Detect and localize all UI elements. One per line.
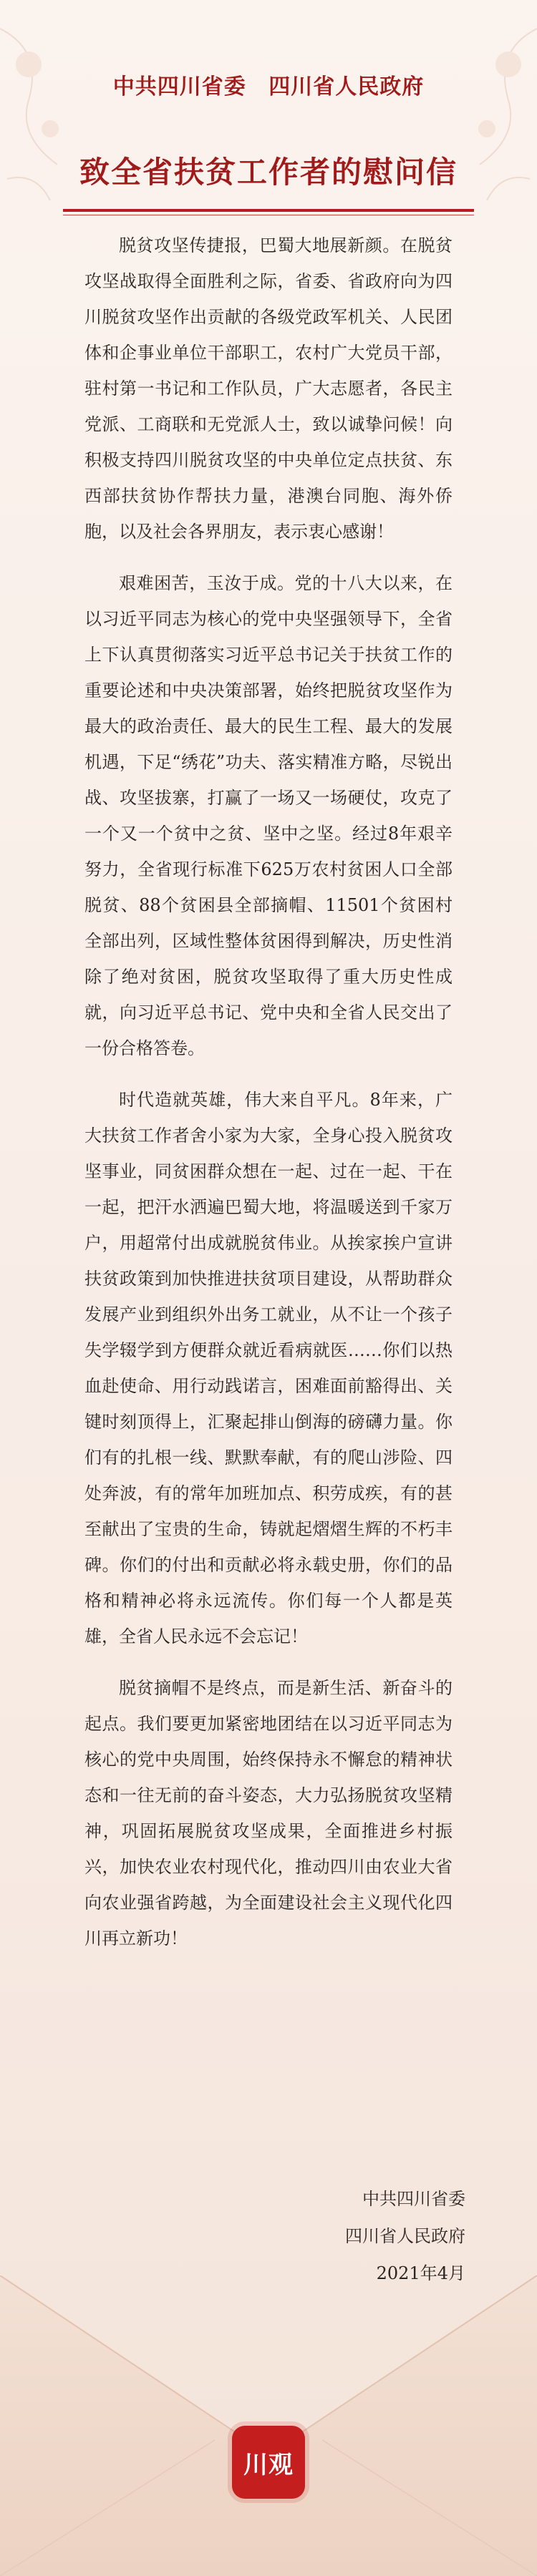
letter-title: 致全省扶贫工作者的慰问信	[79, 155, 458, 190]
letter-header	[0, 0, 537, 236]
issuer-party-committee: 中共四川省委	[112, 74, 246, 99]
signature-party-committee: 中共四川省委	[362, 2189, 465, 2209]
body-paragraph: 时代造就英雄，伟大来自平凡。8年来，广大扶贫工作者舍小家为大家，全身心投入脱贫攻坚事业，同贫困群众想在一起、过在一起、干在一起，把汗水洒遍巴蜀大地，将温暖送到千家万户，用超常付出成就脱贫伟业。从挨家挨户宣讲扶贫政策到加快推进扶贫项目建设，从帮助群众发展产业到组织外出务工就业，从不让一个孩子失学辍学到方便群众就近看病就医……你们以热血赴使命、用行动践诺言，困难面前豁得出、关键时刻顶得上，汇聚起排山倒海的磅礴力量。你们有的扎根一线、默默奉献，有的爬山涉险、四处奔波，有的常年加班加点、积劳成疾，有的甚至献出了宝贵的生命，铸就起熠熠生辉的不朽丰碑。你们的付出和贡献必将永载史册，你们的品格和精神必将永远流传。你们每一个人都是英雄，全省人民永远不会忘记！	[84, 1090, 453, 1646]
title-divider	[63, 209, 474, 212]
issuers-heading	[0, 69, 537, 100]
body-paragraph: 艰难困苦，玉汝于成。党的十八大以来，在以习近平同志为核心的党中央坚强领导下，全省上下认真贯彻落实习近平总书记关于扶贫工作的重要论述和中央决策部署，始终把脱贫攻坚作为最大的政治责任、最大的民生工程、最大的发展机遇，下足“绣花”功夫、落实精准方略，尽锐出战、攻坚拔寨，打赢了一场又一场硬仗，攻克了一个又一个贫中之贫、坚中之坚。经过8年艰辛努力，全省现行标准下625万农村贫困人口全部脱贫、88个贫困县全部摘帽、11501个贫困村全部出列，区域性整体贫困得到解决，历史性消除了绝对贫困，脱贫攻坚取得了重大历史性成就，向习近平总书记、党中央和全省人民交出了一份合格答卷。	[84, 573, 453, 1058]
signature-provincial-government: 四川省人民政府	[345, 2226, 465, 2246]
body-paragraph: 脱贫摘帽不是终点，而是新生活、新奋斗的起点。我们要更加紧密地团结在以习近平同志为核心的党中央周围，始终保持永不懈怠的精神状态和一往无前的奋斗姿态，大力弘扬脱贫攻坚精神，巩固拓展脱贫攻坚成果，全面推进乡村振兴，加快农业农村现代化，推动四川由农业大省向农业强省跨越，为全面建设社会主义现代化四川再立新功！	[84, 1678, 453, 1948]
floral-decoration-right	[422, 0, 537, 236]
issuer-provincial-government: 四川省人民政府	[268, 74, 425, 99]
body-paragraph: 脱贫攻坚传捷报，巴蜀大地展新颜。在脱贫攻坚战取得全面胜利之际，省委、省政府向为四川脱贫攻坚作出贡献的各级党政军机关、人民团体和企事业单位干部职工，农村广大党员干部，驻村第一书记和工作队员，广大志愿者，各民主党派、工商联和无党派人士，致以诚挚问候！向积极支持四川脱贫攻坚的中央单位定点扶贫、东西部扶贫协作帮扶力量，港澳台同胞、海外侨胞，以及社会各界朋友，表示衷心感谢！	[84, 235, 453, 542]
chuanguan-seal-logo: 川观	[232, 2426, 305, 2499]
floral-decoration-left	[0, 0, 115, 236]
signature-date: 2021年4月	[376, 2263, 465, 2283]
letter-body	[84, 228, 453, 1972]
